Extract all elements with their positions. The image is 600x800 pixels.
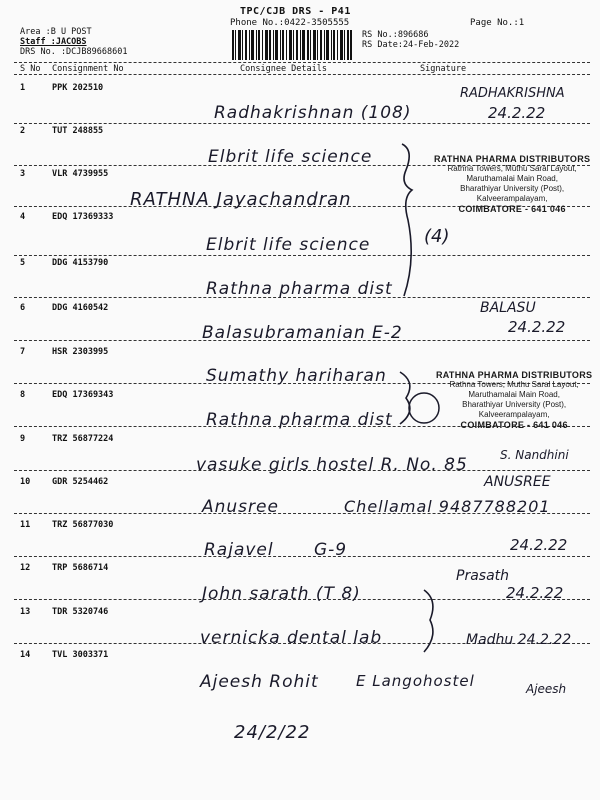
- col-sno: S No: [20, 64, 41, 74]
- handwritten-consignee: Rathna pharma dist: [206, 279, 393, 299]
- divider: [14, 255, 590, 256]
- consignment-number: VLR 4739955: [52, 169, 109, 179]
- row-number: 6: [20, 303, 26, 313]
- row-number: 10: [20, 477, 31, 487]
- company-stamp: [434, 154, 590, 214]
- header-left-block: [20, 27, 127, 57]
- row-number: 7: [20, 347, 26, 357]
- brace-mark: [420, 586, 446, 656]
- area-label: Area :B U POST: [20, 27, 92, 37]
- row-number: 11: [20, 520, 31, 530]
- stamp-line: Maruthamalai Main Road,: [466, 174, 558, 183]
- divider: [14, 74, 590, 75]
- col-consignee: Consignee Details: [240, 64, 327, 74]
- stamp-line: Rathna Towers, Muthu Saral Layout,: [447, 164, 577, 173]
- signature-mark: Madhu 24.2.22: [466, 632, 572, 648]
- rs-date: RS Date:24-Feb-2022: [362, 40, 460, 50]
- handwritten-consignee: Balasubramanian: [202, 323, 366, 343]
- stamp-line: COIMBATORE - 641 046: [458, 204, 566, 214]
- signature-mark: BALASU: [480, 300, 536, 316]
- handwritten-consignee: Anusree: [202, 497, 279, 517]
- consignment-number: TRZ 56877030: [52, 520, 114, 530]
- signature-mark: S. Nandhini: [500, 448, 569, 462]
- consignment-number: PPK 202510: [52, 83, 104, 93]
- consignment-number: GDR 5254462: [52, 477, 109, 487]
- handwritten-consignee: E Langohostel: [356, 672, 475, 690]
- stamp-line: Bharathiyar University (Post),: [462, 400, 567, 409]
- stamp-line: Kalveerampalayam,: [478, 410, 550, 419]
- col-signature: Signature: [420, 64, 467, 74]
- rs-block: [362, 30, 459, 50]
- signature-mark: RADHAKRISHNA: [460, 86, 565, 101]
- handwritten-consignee: vernicka dental lab: [200, 628, 383, 648]
- row-number: 12: [20, 563, 31, 573]
- row-number: 14: [20, 650, 31, 660]
- signature-date: 24.2.22: [508, 318, 566, 336]
- row-number: 2: [20, 126, 26, 136]
- handwritten-consignee: John sarath (T 8): [202, 584, 361, 604]
- stamp-line: Bharathiyar University (Post),: [460, 184, 565, 193]
- signature-mark: Prasath: [456, 568, 510, 584]
- signature-mark: (4): [424, 226, 450, 247]
- sheet-title: TPC/CJB DRS - P41: [240, 6, 351, 17]
- consignment-number: EDQ 17369333: [52, 212, 114, 222]
- handwritten-consignee: Ajeesh Rohit: [200, 672, 319, 692]
- barcode-icon: [232, 30, 352, 60]
- handwritten-date: 24/2/22: [234, 722, 311, 743]
- consignment-number: EDQ 17369343: [52, 390, 114, 400]
- row-number: 9: [20, 434, 26, 444]
- handwritten-consignee: G-9: [314, 540, 348, 560]
- signature-mark: ANUSREE: [484, 474, 551, 490]
- stamp-line: COIMBATORE - 641 046: [460, 420, 568, 430]
- rs-number: RS No.:896686: [362, 30, 429, 40]
- row-number: 8: [20, 390, 26, 400]
- col-consignment: Consignment No: [52, 64, 124, 74]
- company-stamp: [436, 370, 592, 430]
- handwritten-consignee: Rathna pharma dist: [206, 410, 393, 430]
- handwritten-consignee: Radhakrishnan (108): [214, 103, 412, 123]
- divider: [14, 556, 590, 557]
- row-number: 5: [20, 258, 26, 268]
- divider: [14, 62, 590, 63]
- stamp-line: RATHNA PHARMA DISTRIBUTORS: [434, 154, 591, 164]
- stamp-line: Maruthamalai Main Road,: [468, 390, 560, 399]
- handwritten-consignee: RATHNA Jayachandran: [130, 189, 352, 210]
- signature-date: 24.2.22: [488, 104, 546, 122]
- consignment-number: TUT 248855: [52, 126, 104, 136]
- handwritten-consignee: E-2: [372, 323, 403, 343]
- stamp-line: Rathna Towers, Muthu Saral Layout,: [449, 380, 579, 389]
- consignment-number: TRZ 56877224: [52, 434, 114, 444]
- row-number: 13: [20, 607, 31, 617]
- signature-date: 24.2.22: [506, 584, 564, 602]
- consignment-number: DDG 4160542: [52, 303, 109, 313]
- consignment-number: DDG 4153790: [52, 258, 109, 268]
- handwritten-consignee: Sumathy hariharan: [206, 366, 387, 386]
- brace-mark: [396, 140, 426, 300]
- consignment-number: TDR 5320746: [52, 607, 109, 617]
- handwritten-consignee: Chellamal 9487788201: [344, 497, 551, 516]
- signature-mark: Ajeesh: [526, 682, 567, 696]
- consignment-number: TRP 5686714: [52, 563, 109, 573]
- row-number: 1: [20, 83, 26, 93]
- drs-number: DRS No. :DCJB89668601: [20, 47, 128, 57]
- handwritten-consignee: vasuke girls hostel R. No. 85: [196, 455, 468, 475]
- page-number: Page No.:1: [470, 18, 525, 28]
- consignment-number: TVL 3003371: [52, 650, 109, 660]
- staff-label: Staff :JACOBS: [20, 37, 87, 47]
- signature-date: 24.2.22: [510, 536, 568, 554]
- stamp-line: RATHNA PHARMA DISTRIBUTORS: [436, 370, 593, 380]
- divider: [14, 123, 590, 124]
- handwritten-consignee: Elbrit life science: [206, 235, 371, 255]
- row-number: 3: [20, 169, 26, 179]
- phone-number: Phone No.:0422-3505555: [230, 18, 350, 28]
- row-number: 4: [20, 212, 26, 222]
- stamp-line: Kalveerampalayam,: [476, 194, 548, 203]
- handwritten-consignee: Elbrit life science: [208, 147, 373, 167]
- consignment-number: HSR 2303995: [52, 347, 109, 357]
- handwritten-consignee: Rajavel: [204, 540, 274, 560]
